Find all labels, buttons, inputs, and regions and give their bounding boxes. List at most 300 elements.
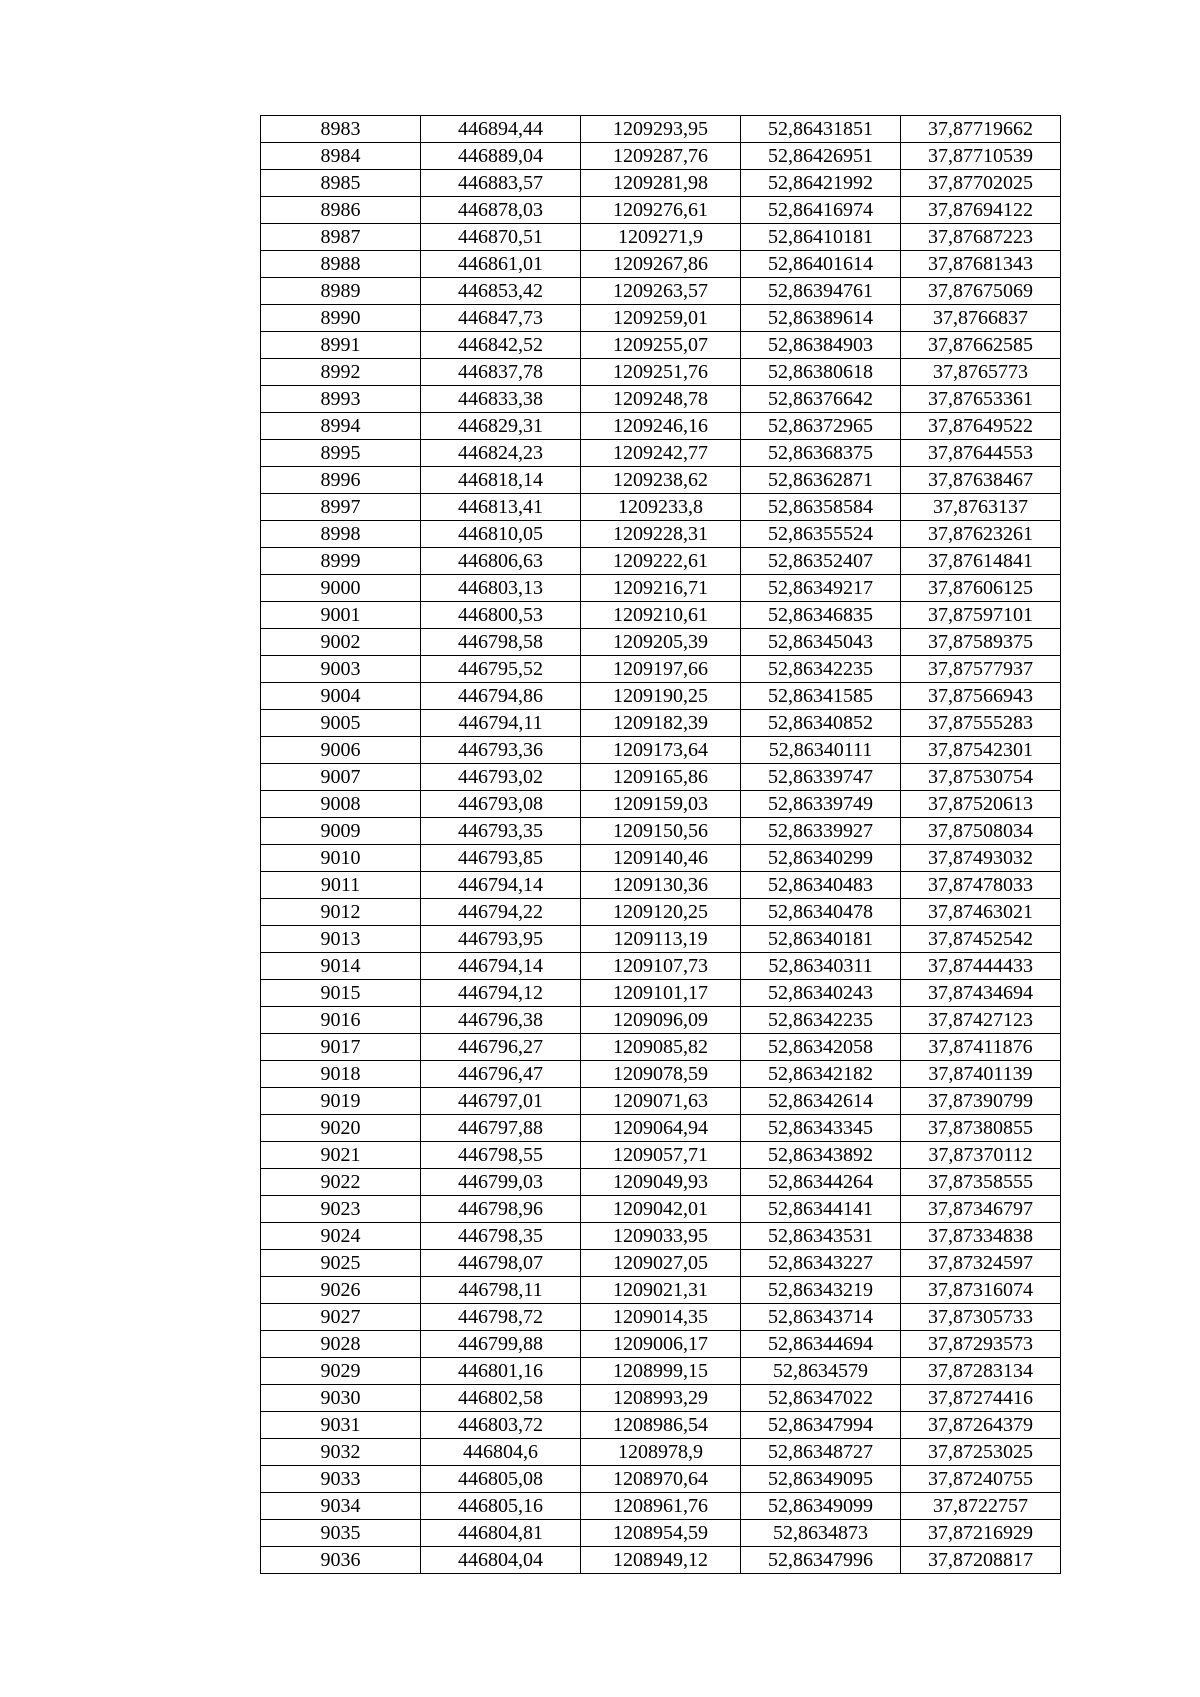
x-coordinate-cell: 446894,44 (421, 116, 581, 143)
x-coordinate-cell: 446798,55 (421, 1142, 581, 1169)
x-coordinate-cell: 446795,52 (421, 656, 581, 683)
y-coordinate-cell: 1209113,19 (581, 926, 741, 953)
x-coordinate-cell: 446799,88 (421, 1331, 581, 1358)
latitude-cell: 52,86339747 (741, 764, 901, 791)
latitude-cell: 52,86340852 (741, 710, 901, 737)
table-row (261, 791, 1061, 818)
y-coordinate-cell: 1209140,46 (581, 845, 741, 872)
table-row (261, 440, 1061, 467)
longitude-cell: 37,87358555 (901, 1169, 1061, 1196)
longitude-cell: 37,87444433 (901, 953, 1061, 980)
longitude-cell: 37,87597101 (901, 602, 1061, 629)
latitude-cell: 52,86341585 (741, 683, 901, 710)
latitude-cell: 52,86348727 (741, 1439, 901, 1466)
y-coordinate-cell: 1208949,12 (581, 1547, 741, 1574)
latitude-cell: 52,86344141 (741, 1196, 901, 1223)
table-row (261, 1088, 1061, 1115)
longitude-cell: 37,87283134 (901, 1358, 1061, 1385)
latitude-cell: 52,86340111 (741, 737, 901, 764)
latitude-cell: 52,86349099 (741, 1493, 901, 1520)
table-row (261, 710, 1061, 737)
y-coordinate-cell: 1209267,86 (581, 251, 741, 278)
latitude-cell: 52,8634579 (741, 1358, 901, 1385)
y-coordinate-cell: 1208986,54 (581, 1412, 741, 1439)
table-row (261, 602, 1061, 629)
point-number-cell: 8991 (261, 332, 421, 359)
table-row (261, 1061, 1061, 1088)
table-row (261, 1142, 1061, 1169)
y-coordinate-cell: 1209228,31 (581, 521, 741, 548)
point-number-cell: 8996 (261, 467, 421, 494)
x-coordinate-cell: 446794,14 (421, 953, 581, 980)
point-number-cell: 8987 (261, 224, 421, 251)
x-coordinate-cell: 446799,03 (421, 1169, 581, 1196)
y-coordinate-cell: 1208954,59 (581, 1520, 741, 1547)
table-row (261, 224, 1061, 251)
latitude-cell: 52,86349095 (741, 1466, 901, 1493)
table-row (261, 1223, 1061, 1250)
x-coordinate-cell: 446794,14 (421, 872, 581, 899)
longitude-cell: 37,87649522 (901, 413, 1061, 440)
latitude-cell: 52,86344694 (741, 1331, 901, 1358)
table-row (261, 1196, 1061, 1223)
table-row (261, 1115, 1061, 1142)
table-row (261, 575, 1061, 602)
latitude-cell: 52,86342058 (741, 1034, 901, 1061)
table-row (261, 872, 1061, 899)
latitude-cell: 52,86372965 (741, 413, 901, 440)
point-number-cell: 9015 (261, 980, 421, 1007)
table-row (261, 1358, 1061, 1385)
longitude-cell: 37,87316074 (901, 1277, 1061, 1304)
longitude-cell: 37,87710539 (901, 143, 1061, 170)
point-number-cell: 9013 (261, 926, 421, 953)
longitude-cell: 37,87623261 (901, 521, 1061, 548)
table-row (261, 1250, 1061, 1277)
point-number-cell: 8994 (261, 413, 421, 440)
x-coordinate-cell: 446803,72 (421, 1412, 581, 1439)
longitude-cell: 37,87681343 (901, 251, 1061, 278)
table-row (261, 413, 1061, 440)
x-coordinate-cell: 446796,38 (421, 1007, 581, 1034)
latitude-cell: 52,86342235 (741, 1007, 901, 1034)
longitude-cell: 37,87324597 (901, 1250, 1061, 1277)
y-coordinate-cell: 1209014,35 (581, 1304, 741, 1331)
x-coordinate-cell: 446793,85 (421, 845, 581, 872)
table-row (261, 737, 1061, 764)
latitude-cell: 52,86340311 (741, 953, 901, 980)
point-number-cell: 8986 (261, 197, 421, 224)
longitude-cell: 37,87264379 (901, 1412, 1061, 1439)
point-number-cell: 8990 (261, 305, 421, 332)
y-coordinate-cell: 1209165,86 (581, 764, 741, 791)
table-row (261, 170, 1061, 197)
longitude-cell: 37,87434694 (901, 980, 1061, 1007)
longitude-cell: 37,87390799 (901, 1088, 1061, 1115)
x-coordinate-cell: 446878,03 (421, 197, 581, 224)
y-coordinate-cell: 1209251,76 (581, 359, 741, 386)
table-row (261, 1007, 1061, 1034)
point-number-cell: 9031 (261, 1412, 421, 1439)
longitude-cell: 37,87216929 (901, 1520, 1061, 1547)
latitude-cell: 52,86410181 (741, 224, 901, 251)
longitude-cell: 37,87401139 (901, 1061, 1061, 1088)
latitude-cell: 52,86347022 (741, 1385, 901, 1412)
longitude-cell: 37,87493032 (901, 845, 1061, 872)
latitude-cell: 52,86343227 (741, 1250, 901, 1277)
longitude-cell: 37,8763137 (901, 494, 1061, 521)
table-row (261, 332, 1061, 359)
longitude-cell: 37,8722757 (901, 1493, 1061, 1520)
x-coordinate-cell: 446861,01 (421, 251, 581, 278)
y-coordinate-cell: 1209042,01 (581, 1196, 741, 1223)
y-coordinate-cell: 1209027,05 (581, 1250, 741, 1277)
latitude-cell: 52,86394761 (741, 278, 901, 305)
table-row (261, 1169, 1061, 1196)
x-coordinate-cell: 446813,41 (421, 494, 581, 521)
x-coordinate-cell: 446798,11 (421, 1277, 581, 1304)
table-row (261, 116, 1061, 143)
point-number-cell: 9012 (261, 899, 421, 926)
table-row (261, 521, 1061, 548)
longitude-cell: 37,87589375 (901, 629, 1061, 656)
point-number-cell: 8988 (261, 251, 421, 278)
latitude-cell: 52,86340243 (741, 980, 901, 1007)
table-row (261, 1412, 1061, 1439)
longitude-cell: 37,8766837 (901, 305, 1061, 332)
x-coordinate-cell: 446805,16 (421, 1493, 581, 1520)
table-row (261, 251, 1061, 278)
x-coordinate-cell: 446802,58 (421, 1385, 581, 1412)
x-coordinate-cell: 446794,11 (421, 710, 581, 737)
y-coordinate-cell: 1209057,71 (581, 1142, 741, 1169)
table-row (261, 359, 1061, 386)
point-number-cell: 8989 (261, 278, 421, 305)
point-number-cell: 8997 (261, 494, 421, 521)
table-row (261, 197, 1061, 224)
longitude-cell: 37,87719662 (901, 116, 1061, 143)
point-number-cell: 8998 (261, 521, 421, 548)
longitude-cell: 37,87687223 (901, 224, 1061, 251)
y-coordinate-cell: 1209246,16 (581, 413, 741, 440)
y-coordinate-cell: 1208970,64 (581, 1466, 741, 1493)
y-coordinate-cell: 1209159,03 (581, 791, 741, 818)
latitude-cell: 52,86347996 (741, 1547, 901, 1574)
y-coordinate-cell: 1208961,76 (581, 1493, 741, 1520)
table-row (261, 1439, 1061, 1466)
table-row (261, 764, 1061, 791)
point-number-cell: 9024 (261, 1223, 421, 1250)
table-row (261, 845, 1061, 872)
longitude-cell: 37,87240755 (901, 1466, 1061, 1493)
latitude-cell: 52,86339927 (741, 818, 901, 845)
y-coordinate-cell: 1209255,07 (581, 332, 741, 359)
x-coordinate-cell: 446797,01 (421, 1088, 581, 1115)
point-number-cell: 9020 (261, 1115, 421, 1142)
latitude-cell: 52,86368375 (741, 440, 901, 467)
latitude-cell: 52,86358584 (741, 494, 901, 521)
latitude-cell: 52,86346835 (741, 602, 901, 629)
point-number-cell: 9014 (261, 953, 421, 980)
longitude-cell: 37,8765773 (901, 359, 1061, 386)
y-coordinate-cell: 1209271,9 (581, 224, 741, 251)
longitude-cell: 37,87542301 (901, 737, 1061, 764)
y-coordinate-cell: 1209130,36 (581, 872, 741, 899)
point-number-cell: 9002 (261, 629, 421, 656)
longitude-cell: 37,87702025 (901, 170, 1061, 197)
y-coordinate-cell: 1209006,17 (581, 1331, 741, 1358)
point-number-cell: 9005 (261, 710, 421, 737)
table-row (261, 926, 1061, 953)
latitude-cell: 52,86343219 (741, 1277, 901, 1304)
y-coordinate-cell: 1209248,78 (581, 386, 741, 413)
latitude-cell: 52,86343714 (741, 1304, 901, 1331)
latitude-cell: 52,86389614 (741, 305, 901, 332)
table-row (261, 1466, 1061, 1493)
y-coordinate-cell: 1209293,95 (581, 116, 741, 143)
x-coordinate-cell: 446800,53 (421, 602, 581, 629)
latitude-cell: 52,86339749 (741, 791, 901, 818)
latitude-cell: 52,86340478 (741, 899, 901, 926)
point-number-cell: 9030 (261, 1385, 421, 1412)
table-row (261, 1385, 1061, 1412)
latitude-cell: 52,86343531 (741, 1223, 901, 1250)
longitude-cell: 37,87253025 (901, 1439, 1061, 1466)
y-coordinate-cell: 1209205,39 (581, 629, 741, 656)
point-number-cell: 9035 (261, 1520, 421, 1547)
y-coordinate-cell: 1209233,8 (581, 494, 741, 521)
y-coordinate-cell: 1209281,98 (581, 170, 741, 197)
point-number-cell: 8985 (261, 170, 421, 197)
y-coordinate-cell: 1208999,15 (581, 1358, 741, 1385)
point-number-cell: 9019 (261, 1088, 421, 1115)
point-number-cell: 9034 (261, 1493, 421, 1520)
x-coordinate-cell: 446824,23 (421, 440, 581, 467)
point-number-cell: 9004 (261, 683, 421, 710)
longitude-cell: 37,87530754 (901, 764, 1061, 791)
x-coordinate-cell: 446798,07 (421, 1250, 581, 1277)
x-coordinate-cell: 446804,81 (421, 1520, 581, 1547)
table-row (261, 278, 1061, 305)
x-coordinate-cell: 446889,04 (421, 143, 581, 170)
latitude-cell: 52,86343345 (741, 1115, 901, 1142)
y-coordinate-cell: 1209182,39 (581, 710, 741, 737)
latitude-cell: 52,86347994 (741, 1412, 901, 1439)
point-number-cell: 9011 (261, 872, 421, 899)
x-coordinate-cell: 446793,08 (421, 791, 581, 818)
latitude-cell: 52,86343892 (741, 1142, 901, 1169)
point-number-cell: 9023 (261, 1196, 421, 1223)
point-number-cell: 8995 (261, 440, 421, 467)
x-coordinate-cell: 446805,08 (421, 1466, 581, 1493)
longitude-cell: 37,87694122 (901, 197, 1061, 224)
latitude-cell: 52,86340483 (741, 872, 901, 899)
table-row (261, 1493, 1061, 1520)
point-number-cell: 9017 (261, 1034, 421, 1061)
latitude-cell: 52,86340299 (741, 845, 901, 872)
y-coordinate-cell: 1209197,66 (581, 656, 741, 683)
longitude-cell: 37,87638467 (901, 467, 1061, 494)
x-coordinate-cell: 446806,63 (421, 548, 581, 575)
latitude-cell: 52,86416974 (741, 197, 901, 224)
table-row (261, 1277, 1061, 1304)
longitude-cell: 37,87644553 (901, 440, 1061, 467)
latitude-cell: 52,86345043 (741, 629, 901, 656)
table-row (261, 656, 1061, 683)
x-coordinate-cell: 446796,47 (421, 1061, 581, 1088)
point-number-cell: 8993 (261, 386, 421, 413)
y-coordinate-cell: 1208993,29 (581, 1385, 741, 1412)
x-coordinate-cell: 446798,72 (421, 1304, 581, 1331)
longitude-cell: 37,87508034 (901, 818, 1061, 845)
y-coordinate-cell: 1209287,76 (581, 143, 741, 170)
x-coordinate-cell: 446842,52 (421, 332, 581, 359)
x-coordinate-cell: 446810,05 (421, 521, 581, 548)
latitude-cell: 52,86421992 (741, 170, 901, 197)
point-number-cell: 8984 (261, 143, 421, 170)
x-coordinate-cell: 446853,42 (421, 278, 581, 305)
table-row (261, 386, 1061, 413)
longitude-cell: 37,87346797 (901, 1196, 1061, 1223)
point-number-cell: 9010 (261, 845, 421, 872)
latitude-cell: 52,86362871 (741, 467, 901, 494)
latitude-cell: 52,86384903 (741, 332, 901, 359)
coordinates-table-body (261, 116, 1061, 1574)
table-row (261, 1520, 1061, 1547)
point-number-cell: 9001 (261, 602, 421, 629)
table-row (261, 1304, 1061, 1331)
table-row (261, 629, 1061, 656)
longitude-cell: 37,87463021 (901, 899, 1061, 926)
longitude-cell: 37,87370112 (901, 1142, 1061, 1169)
latitude-cell: 52,86431851 (741, 116, 901, 143)
x-coordinate-cell: 446798,35 (421, 1223, 581, 1250)
point-number-cell: 9008 (261, 791, 421, 818)
point-number-cell: 9007 (261, 764, 421, 791)
table-row (261, 683, 1061, 710)
point-number-cell: 9036 (261, 1547, 421, 1574)
x-coordinate-cell: 446798,96 (421, 1196, 581, 1223)
y-coordinate-cell: 1209049,93 (581, 1169, 741, 1196)
x-coordinate-cell: 446829,31 (421, 413, 581, 440)
x-coordinate-cell: 446793,02 (421, 764, 581, 791)
longitude-cell: 37,87452542 (901, 926, 1061, 953)
x-coordinate-cell: 446804,6 (421, 1439, 581, 1466)
y-coordinate-cell: 1209150,56 (581, 818, 741, 845)
longitude-cell: 37,87520613 (901, 791, 1061, 818)
table-row (261, 494, 1061, 521)
longitude-cell: 37,87478033 (901, 872, 1061, 899)
point-number-cell: 9028 (261, 1331, 421, 1358)
point-number-cell: 9033 (261, 1466, 421, 1493)
latitude-cell: 52,86376642 (741, 386, 901, 413)
y-coordinate-cell: 1209120,25 (581, 899, 741, 926)
table-row (261, 818, 1061, 845)
x-coordinate-cell: 446794,86 (421, 683, 581, 710)
longitude-cell: 37,87566943 (901, 683, 1061, 710)
table-row (261, 1547, 1061, 1574)
y-coordinate-cell: 1209064,94 (581, 1115, 741, 1142)
table-row (261, 1331, 1061, 1358)
point-number-cell: 8983 (261, 116, 421, 143)
point-number-cell: 9000 (261, 575, 421, 602)
point-number-cell: 9025 (261, 1250, 421, 1277)
longitude-cell: 37,87305733 (901, 1304, 1061, 1331)
x-coordinate-cell: 446798,58 (421, 629, 581, 656)
x-coordinate-cell: 446797,88 (421, 1115, 581, 1142)
table-row (261, 467, 1061, 494)
latitude-cell: 52,86342235 (741, 656, 901, 683)
longitude-cell: 37,87274416 (901, 1385, 1061, 1412)
longitude-cell: 37,87208817 (901, 1547, 1061, 1574)
latitude-cell: 52,86340181 (741, 926, 901, 953)
point-number-cell: 9018 (261, 1061, 421, 1088)
y-coordinate-cell: 1209259,01 (581, 305, 741, 332)
longitude-cell: 37,87577937 (901, 656, 1061, 683)
table-row (261, 1034, 1061, 1061)
point-number-cell: 9016 (261, 1007, 421, 1034)
latitude-cell: 52,86344264 (741, 1169, 901, 1196)
point-number-cell: 9027 (261, 1304, 421, 1331)
table-row (261, 143, 1061, 170)
point-number-cell: 9032 (261, 1439, 421, 1466)
y-coordinate-cell: 1209173,64 (581, 737, 741, 764)
point-number-cell: 9006 (261, 737, 421, 764)
x-coordinate-cell: 446803,13 (421, 575, 581, 602)
x-coordinate-cell: 446837,78 (421, 359, 581, 386)
x-coordinate-cell: 446870,51 (421, 224, 581, 251)
x-coordinate-cell: 446793,95 (421, 926, 581, 953)
x-coordinate-cell: 446796,27 (421, 1034, 581, 1061)
longitude-cell: 37,87334838 (901, 1223, 1061, 1250)
x-coordinate-cell: 446793,36 (421, 737, 581, 764)
x-coordinate-cell: 446847,73 (421, 305, 581, 332)
y-coordinate-cell: 1209033,95 (581, 1223, 741, 1250)
point-number-cell: 9003 (261, 656, 421, 683)
latitude-cell: 52,86401614 (741, 251, 901, 278)
y-coordinate-cell: 1208978,9 (581, 1439, 741, 1466)
x-coordinate-cell: 446883,57 (421, 170, 581, 197)
y-coordinate-cell: 1209263,57 (581, 278, 741, 305)
y-coordinate-cell: 1209276,61 (581, 197, 741, 224)
y-coordinate-cell: 1209216,71 (581, 575, 741, 602)
y-coordinate-cell: 1209078,59 (581, 1061, 741, 1088)
longitude-cell: 37,87427123 (901, 1007, 1061, 1034)
longitude-cell: 37,87606125 (901, 575, 1061, 602)
point-number-cell: 9029 (261, 1358, 421, 1385)
longitude-cell: 37,87555283 (901, 710, 1061, 737)
x-coordinate-cell: 446833,38 (421, 386, 581, 413)
latitude-cell: 52,86342614 (741, 1088, 901, 1115)
y-coordinate-cell: 1209242,77 (581, 440, 741, 467)
point-number-cell: 8999 (261, 548, 421, 575)
latitude-cell: 52,86380618 (741, 359, 901, 386)
x-coordinate-cell: 446804,04 (421, 1547, 581, 1574)
latitude-cell: 52,86349217 (741, 575, 901, 602)
table-row (261, 548, 1061, 575)
longitude-cell: 37,87614841 (901, 548, 1061, 575)
y-coordinate-cell: 1209096,09 (581, 1007, 741, 1034)
point-number-cell: 9026 (261, 1277, 421, 1304)
y-coordinate-cell: 1209085,82 (581, 1034, 741, 1061)
y-coordinate-cell: 1209190,25 (581, 683, 741, 710)
latitude-cell: 52,86426951 (741, 143, 901, 170)
latitude-cell: 52,86342182 (741, 1061, 901, 1088)
latitude-cell: 52,86352407 (741, 548, 901, 575)
y-coordinate-cell: 1209222,61 (581, 548, 741, 575)
table-row (261, 899, 1061, 926)
x-coordinate-cell: 446793,35 (421, 818, 581, 845)
